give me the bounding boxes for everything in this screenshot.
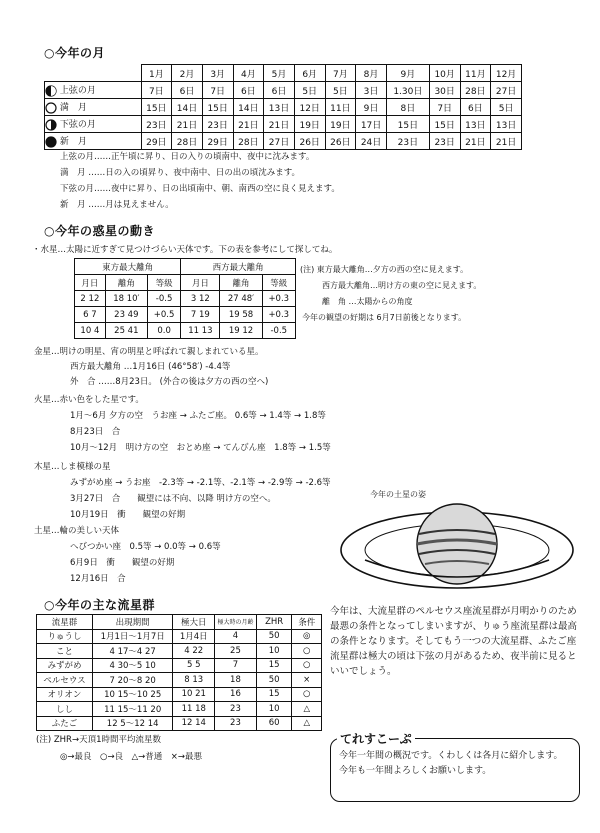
table-row: みずがめ 4 30～5 10 5 5 7 15 ○ [37, 658, 322, 673]
saturn-line: 6月9日 衝 観望の好期 [70, 558, 175, 568]
jupiter-line: 10月19日 衝 観望の好期 [70, 510, 186, 520]
table-row: 下弦の月 23日 21日 23日 21日 21日 19日 19日 17日 15日 15日 13日 13日 [45, 116, 522, 133]
moon-phase-table [44, 64, 522, 150]
table-row: ふたご 12 5～12 14 12 14 23 60 △ [37, 716, 322, 731]
meteor-note-zhr: (注) ZHR→天頂1時間平均流星数 [36, 735, 161, 745]
venus-line: 西方最大離角 …1月16日 (46°58′) -4.4等 [70, 362, 231, 372]
full-moon-icon [45, 102, 57, 114]
table-row: オリオン 10 15～10 25 10 21 16 15 ○ [37, 687, 322, 702]
table-row: 満 月 15日 14日 15日 14日 13日 12日 11日 9日 8日 7日 6日 5日 [45, 99, 522, 116]
table-row: こと 4 17～4 27 4 22 25 10 ○ [37, 644, 322, 659]
mars-line: 火星…赤い色をした星です。 [34, 395, 144, 405]
telescope-note-box [330, 732, 580, 802]
mercury-note: 西方最大離角…明け方の東の空に見えます。 [322, 281, 482, 290]
saturn-line: 土星…輪の美しい天体 [34, 526, 120, 536]
mars-line: 1月～6月 夕方の空 うお座 → ふたご座。 0.6等 → 1.4等 → 1.8等 [70, 411, 326, 421]
meteor-commentary: 今年は、大流星群のペルセウス座流星群が月明かりのため最悪の条件となってしまいますが、りゅう座流星群は最高の条件となります。そしてもう一つの大流星群、ふたご座流星群は極大の頃は下弦の月があるため、夜半前に見るといいでしょう。 [330, 606, 578, 677]
moon-note: 新 月 ……月は見えません。 [60, 200, 174, 210]
telescope-note-title: てれすこーぷ [337, 730, 415, 747]
mars-line: 8月23日 合 [70, 427, 121, 437]
last-quarter-moon-icon [45, 119, 57, 131]
table-row: 東方最大離角 西方最大離角 [75, 259, 296, 275]
first-quarter-moon-icon [45, 85, 57, 97]
moon-section-title: ○今年の月 [44, 46, 105, 60]
table-row: 10 4 25 41 0.0 11 13 19 12 -0.5 [75, 323, 296, 339]
saturn-line: 12月16日 合 [70, 574, 126, 584]
mercury-elongation-table [74, 258, 296, 339]
saturn-caption: 今年の土星の姿 [370, 490, 426, 499]
saturn-line: へびつかい座 0.5等 → 0.0等 → 0.6等 [70, 542, 221, 552]
table-row: 1月 2月 3月 4月 5月 6月 7月 8月 9月 10月 11月 12月 [45, 65, 522, 82]
venus-line: 外 合 ……8月23日。 (外合の後は夕方の西の空へ) [70, 377, 269, 387]
new-moon-icon [45, 136, 57, 148]
moon-note: 下弦の月……夜中に昇り、日の出頃南中、朝、南西の空に良く見えます。 [60, 184, 340, 194]
moon-note: 上弦の月……正午頃に昇り、日の入りの頃南中、夜中に沈みます。 [60, 152, 315, 162]
mars-line: 10月～12月 明け方の空 おとめ座 → てんびん座 1.8等 → 1.5等 [70, 443, 331, 453]
circle-bullet-icon: ○ [44, 224, 55, 238]
circle-bullet-icon: ○ [44, 598, 55, 612]
table-row: りゅうし 1月1日～1月7日 1月4日 4 50 ◎ [37, 629, 322, 644]
moon-note: 満 月 ……日の入の頃昇り、夜中南中、日の出の頃沈みます。 [60, 168, 301, 178]
venus-line: 金星…明けの明星、宵の明星と呼ばれて親しまれている星。 [34, 347, 264, 357]
jupiter-line: みずがめ座 → うお座 -2.3等 → -2.1等、-2.1等 → -2.9等 → -2.6等 [70, 478, 331, 488]
table-row: 6 7 23 49 +0.5 7 19 19 58 +0.3 [75, 307, 296, 323]
circle-bullet-icon: ○ [44, 46, 55, 60]
table-row: ペルセウス 7 20～8 20 8 13 18 50 × [37, 673, 322, 688]
jupiter-line: 3月27日 合 観望には不向、以降 明け方の空へ。 [70, 494, 276, 504]
table-row: 2 12 18 10′ -0.5 3 12 27 48′ +0.3 [75, 291, 296, 307]
mercury-note: 離 角 …太陽からの角度 [322, 297, 413, 306]
meteor-shower-table [36, 614, 322, 731]
table-row: 月日 離角 等級 月日 離角 等級 [75, 275, 296, 291]
table-row: 上弦の月 7日 6日 7日 6日 6日 5日 5日 3日 1.30日 30日 28日 27日 [45, 82, 522, 99]
meteor-section-title: ○今年の主な流星群 [44, 598, 155, 612]
mercury-note: (注) 東方最大離角…夕方の西の空に見えます。 [300, 265, 469, 274]
table-row: しし 11 15～11 20 11 18 23 10 △ [37, 702, 322, 717]
meteor-note-legend: ◎→最良 ○→良 △→普通 ×→最悪 [60, 752, 202, 762]
table-row: 新 月 29日 28日 29日 28日 27日 26日 26日 24日 23日 23日 21日 21日 [45, 133, 522, 150]
saturn-illustration [335, 498, 580, 598]
jupiter-line: 木星…しま模様の星 [34, 462, 111, 472]
mercury-intro: ・水星…太陽に近すぎて見つけづらい天体です。下の表を参考にして探してね。 [32, 245, 338, 255]
telescope-note-text: 今年一年間の概況です。くわしくは各月に紹介します。今年も一年間よろしくお願いします。 [339, 751, 563, 776]
mercury-note: 今年の観望の好期は 6月7日前後となります。 [302, 313, 467, 322]
planets-section-title: ○今年の惑星の動き [44, 224, 155, 238]
table-row: 流星群 出現期間 極大日 極大時の月齢 ZHR 条件 [37, 615, 322, 630]
